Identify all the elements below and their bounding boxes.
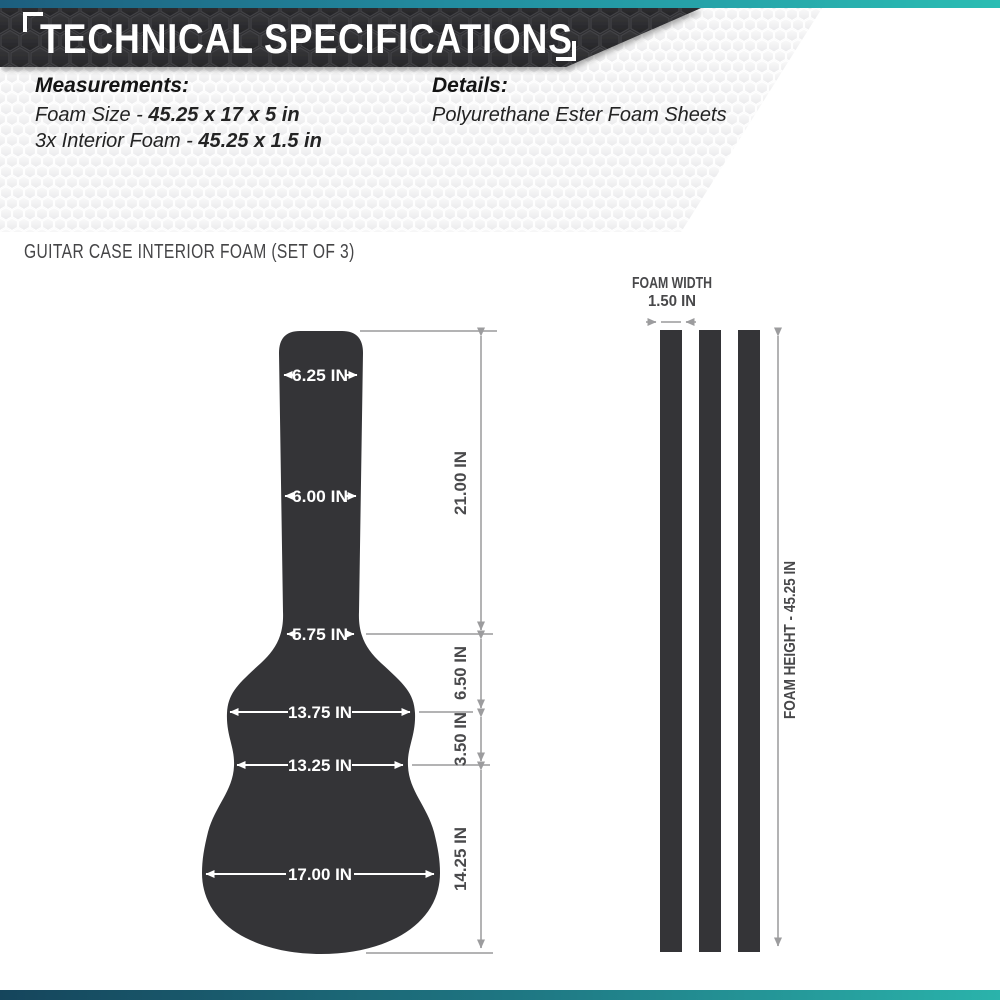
width-label-2: 5.75 IN xyxy=(292,625,348,644)
interior-foam-line: 3x Interior Foam - 45.25 x 1.5 in xyxy=(35,130,322,152)
foam-size-line: Foam Size - 45.25 x 17 x 5 in xyxy=(35,104,300,126)
height-label-2: 3.50 IN xyxy=(451,711,470,766)
details-heading: Details: xyxy=(432,74,508,97)
bottom-accent-bar xyxy=(0,990,1000,1000)
foam-width-value: 1.50 IN xyxy=(648,293,696,310)
foam-height-label: FOAM HEIGHT - 45.25 IN xyxy=(782,538,799,719)
section-label: GUITAR CASE INTERIOR FOAM (SET OF 3) xyxy=(24,241,355,263)
height-label-0: 21.00 IN xyxy=(451,450,470,515)
guitar-height-labels xyxy=(451,451,470,891)
width-label-5: 17.00 IN xyxy=(288,865,352,884)
foam-sheet-2 xyxy=(699,330,721,952)
height-label-1: 6.50 IN xyxy=(451,645,470,700)
width-label-0: 6.25 IN xyxy=(292,366,348,385)
foam-sheets xyxy=(660,330,760,952)
measurements-heading: Measurements: xyxy=(35,74,190,97)
height-label-3: 14.25 IN xyxy=(451,826,470,891)
foam-sheet-1 xyxy=(660,330,682,952)
width-label-3: 13.75 IN xyxy=(288,703,352,722)
width-label-4: 13.25 IN xyxy=(288,756,352,775)
details-line: Polyurethane Ester Foam Sheets xyxy=(432,104,727,126)
foam-sheet-3 xyxy=(738,330,760,952)
width-label-1: 6.00 IN xyxy=(292,487,348,506)
top-accent-bar xyxy=(0,0,1000,8)
page-title: TECHNICAL SPECIFICATIONS xyxy=(40,15,573,62)
foam-width-label: FOAM WIDTH xyxy=(632,275,712,292)
